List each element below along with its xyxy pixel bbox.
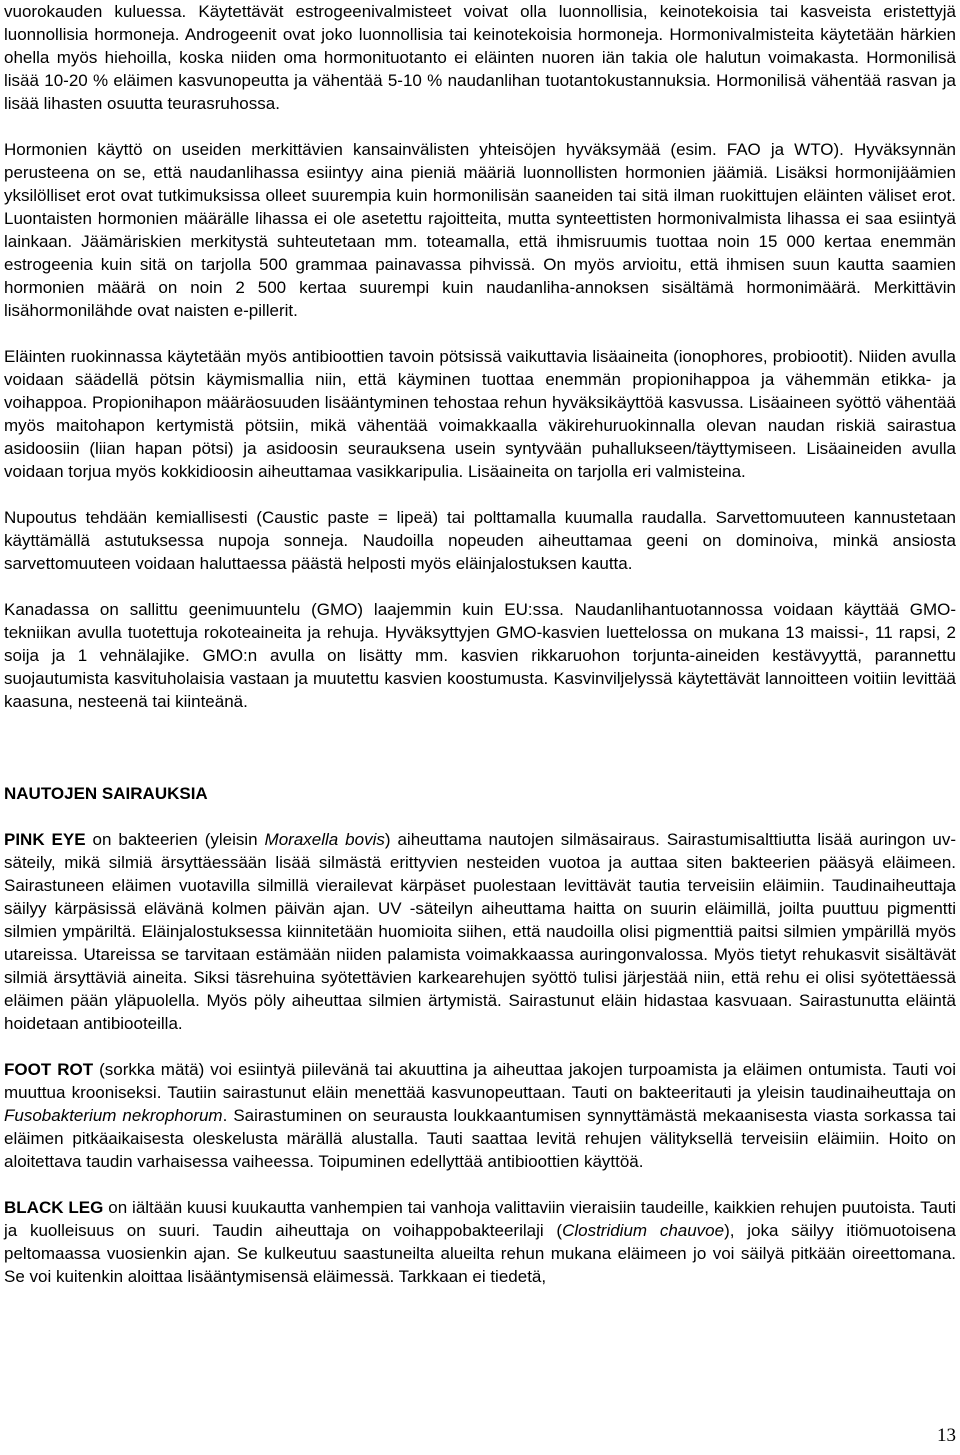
paragraph-dehorning: Nupoutus tehdään kemiallisesti (Caustic paste = lipeä) tai polttamalla kuumalla raudalla. Sarvettomuuteen kannustetaan käyttämällä astutuksessa nupoja sonneja. Naudoilla nopeuden aiheuttamaa geeni on dominoiva, minkä ansiosta sarvettomuuteen voidaan haluttaessa päästä helposti myös eläinjalostuksen kautta. (4, 508, 956, 573)
paragraph-black-leg (4, 1196, 956, 1288)
paragraph-hormone-acceptance: Hormonien käyttö on useiden merkittävien kansainvälisten yhteisöjen hyväksymää (esim. FAO ja WTO). Hyväksynnän perusteena on se, että naudanlihassa esiintyy aina pieniä määriä luonnollisten hormonien jäämiä. Lisäksi hormonijäämien yksilölliset erot ovat tutkimuksissa olleet suurempia kuin hormonilisän saaneiden tai sitä ilman ruokittujen eläinten väliset erot. Luontaisten hormonien määrälle lihassa ei ole asetettu rajoitteita, mutta synteettisten hormonivalmista lihassa ei saa esiintyä lainkaan. Jäämäriskien merkitystä suhteutetaan mm. toteamalla, että ihmisruumis tuottaa noin 15 000 kertaa enemmän estrogeenia kuin sitä on tarjolla 500 grammaa painavassa pihvissä. On myös arvioitu, että ihmisen suun kautta saamien hormonien määrä on noin 2 500 kertaa suurempi kuin naudanliha-annoksen sisältämä hormonimäärä. Merkittävin lisähormonilähde ovat naisten e-pillerit. (4, 140, 956, 320)
foot-rot-text-b: . Sairastuminen on seurausta loukkaantumisen synnyttämästä mekaanisesta viasta sorkassa tai eläimen pitkäaikaisesta oleskelusta märällä alustalla. Tauti saattaa levitä rehujen välityksellä terveisiin eläimiin. Hoito on aloitettava taudin varhaisessa vaiheessa. Toipuminen edellyttää antibioottien käyttöä. (4, 1106, 957, 1171)
page-number: 13 (937, 1425, 956, 1446)
pink-eye-term: PINK EYE (4, 830, 86, 849)
document-body (4, 0, 956, 1288)
paragraph-gmo: Kanadassa on sallittu geenimuuntelu (GMO) laajemmin kuin EU:ssa. Naudanlihantuotannossa voidaan käyttää GMO- tekniikan avulla tuotettuja rokoteaineita ja rehuja. Hyväksyttyjen GMO-kasvien luettelossa on mukana 13 maissi-, 11 rapsi, 2 soija ja 1 vehnälajike. GMO:n avulla on lisätty mm. kasvien rikkaruohon torjunta-aineiden kestävyyttä, parannettu suojautumista kasvituholaisia vastaan ja muutettu kasvien koostumusta. Kasvinviljelyssä käytettävät lannoitteen voitiin levittää kaasuna, nesteenä tai kiinteänä. (4, 600, 956, 711)
foot-rot-term: FOOT ROT (4, 1060, 94, 1079)
black-leg-text-a: on iältään kuusi kuukautta vanhempien tai vanhoja valittaviin vieraisiin taudeille, kaikkien rehujen puutoista. Tauti ja kuolleisuus on suuri. Taudin aiheuttaja on voihappobakteerilaji ( (4, 1198, 956, 1240)
black-leg-term: BLACK LEG (4, 1198, 104, 1217)
section-heading: NAUTOJEN SAIRAUKSIA (4, 784, 208, 803)
pink-eye-pathogen: Moraxella bovis (264, 830, 385, 849)
paragraph-feed-additives: Eläinten ruokinnassa käytetään myös antibioottien tavoin pötsissä vaikuttavia lisäaineita (ionophores, probiootit). Niiden avulla voidaan säädellä pötsin käymismallia niin, että käyminen tuottaa enemmän propionihappoa ja vähemmän etikka- ja voihappoa. Propionihapon määräosuuden lisääntyminen tehostaa rehun hyväksikäyttöä kasvussa. Lisäaineen syöttö vähentää myös maitohapon kertymistä pötsiin, mikä vähentää voimakkaalla väkirehuruokinnalla olevan naudan riskiä sairastua asidoosiin (liian hapan pötsi) ja asidoosin seurauksena usein syntyvään puhallukseen/täyttymiseen. Lisäaineiden avulla voidaan torjua myös kokkidioosin aiheuttamaa vasikkaripulia. Lisäaineita on tarjolla eri valmisteina. (4, 347, 956, 481)
paragraph-hormones-intro: vuorokauden kuluessa. Käytettävät estrogeenivalmisteet voivat olla luonnollisia, keinotekoisia tai kasveista eristettyjä luonnollisia hormoneja. Androgeenit ovat joko luonnollisia tai keinotekoisia hormoneja. Hormonivalmisteita käytetään härkien ohella myös hiehoilla, koska niiden oma hormonituotanto ei eläinten nuoren iän takia ole halutun voimakasta. Hormonilisä lisää 10-20 % eläimen kasvunopeutta ja vähentää 5-10 % naudanlihan tuotantokustannuksia. Hormonilisä vähentää rasvan ja lisää lihasten osuutta teurasruhossa. (4, 2, 956, 113)
pink-eye-text-b: ) aiheuttama nautojen silmäsairaus. Sairastumisalttiutta lisää auringon uv-säteily, mikä silmiä ärsyttäessään lisää silmästä erittyvien nesteiden vuotoa ja auttaa siten bakteerien pääsyä eläimeen. Sairastuneen eläimen vuotavilla silmillä vierailevat kärpäset puolestaan levittävät tautia terveisiin eläimiin. Taudinaiheuttaja säilyy kärpäsissä elävänä kolmen päivän ajan. UV -säteilyn aiheuttama haitta on suurin eläimillä, joilta puuttuu pigmentti silmien ympäriltä. Eläinjalostuksessa kiinnitetään huomioita siihen, että naudoilla olisi pigmenttiä paitsi silmien ympärillä myös utareissa. Utareissa se tarvitaan estämään niiden palamista voimakkaassa auringonvalossa. Myös tietyt rehukasvit sisältävät silmiä ärsyttäviä aineita. Siksi täsrehuina syötettävien karkearehujen syöttö tulisi järjestää niin, että rehu ei olisi syötettäessä eläimen pään yläpuolella. Myös pöly aiheuttaa silmien ärtymistä. Sairastunut eläin hidastaa kasvuaan. Sairastunutta eläintä hoidetaan antibiooteilla. (4, 830, 957, 1033)
black-leg-text-b: ), joka säilyy itiömuotoisena peltomaassa vuosienkin ajan. Se kulkeutuu saastuneilta alueilta rehun mukana eläimeen jo voi säilyä pitkään oireettomana. Se voi kuitenkin aloittaa lisääntymisensä eläimessä. Tarkkaan ei tiedetä, (4, 1221, 956, 1286)
pink-eye-text-a: on bakteerien (yleisin (85, 830, 265, 849)
foot-rot-text-a: (sorkka mätä) voi esiintyä piilevänä tai akuuttina ja aiheuttaa jakojen turpoamista ja eläimen ontumista. Tauti voi muuttua krooniseksi. Tautiin sairastunut eläin menettää kasvunopeuttaan. Tauti on bakteeritauti ja yleisin taudinaiheuttaja on (4, 1060, 956, 1102)
paragraph-pink-eye (4, 828, 956, 1035)
black-leg-pathogen: Clostridium chauvoe (562, 1221, 725, 1240)
foot-rot-pathogen: Fusobakterium nekrophorum (4, 1106, 223, 1125)
paragraph-foot-rot (4, 1058, 956, 1173)
